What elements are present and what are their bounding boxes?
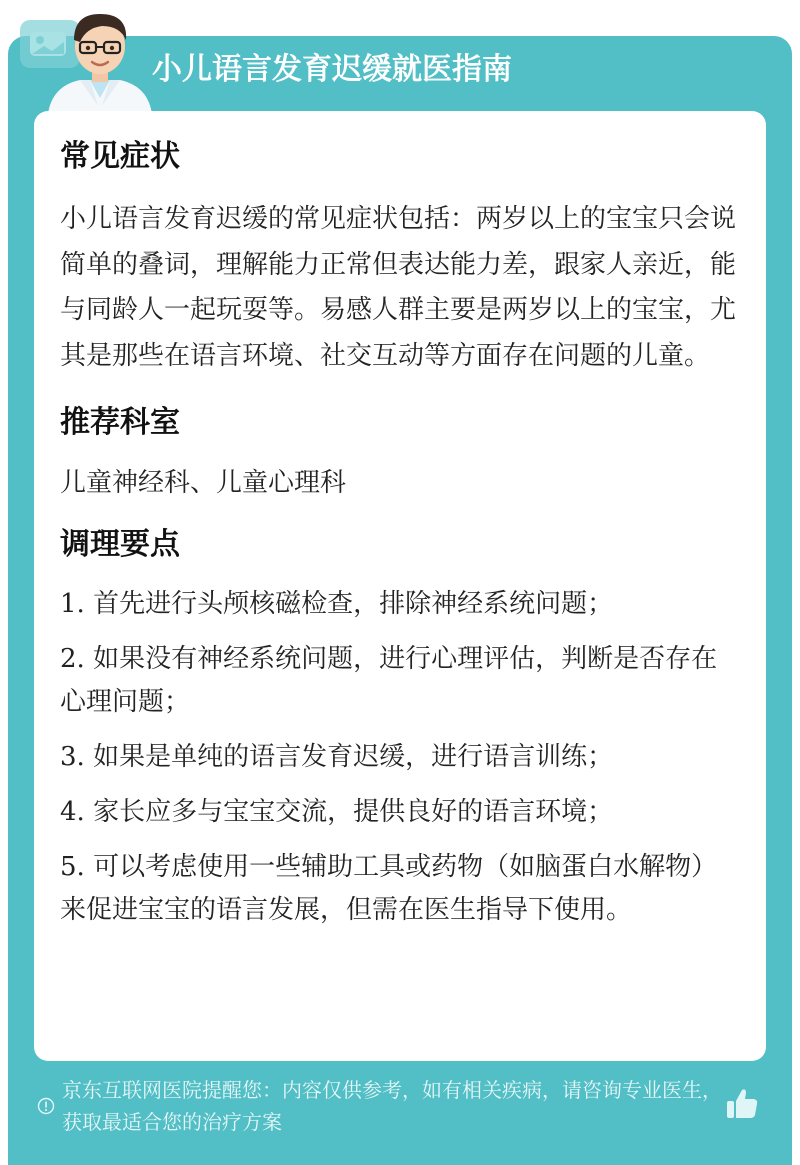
list-item bbox=[60, 846, 740, 932]
content-body bbox=[60, 133, 740, 944]
list-item bbox=[60, 583, 740, 626]
list-item-text: 家长应多与宝宝交流，提供良好的语言环境； bbox=[93, 796, 614, 827]
list-item bbox=[60, 791, 740, 834]
department-text: 儿童神经科、儿童心理科 bbox=[60, 468, 347, 498]
doctor-avatar-icon bbox=[40, 6, 160, 114]
info-icon bbox=[37, 1097, 55, 1115]
symptoms-text: 小儿语言发育迟缓的常见症状包括：两岁以上的宝宝只会说简单的叠词，理解能力正常但表达能力差，跟家人亲近，能与同龄人一起玩耍等。易感人群主要是两岁以上的宝宝，尤其是那些在语言环境、社交互动等方面存在问题的儿童。 bbox=[60, 204, 737, 371]
list-item bbox=[60, 638, 740, 724]
content-card bbox=[34, 111, 766, 1061]
thumbs-up-icon[interactable] bbox=[722, 1084, 762, 1124]
disclaimer-text: 京东互联网医院提醒您：内容仅供参考，如有相关疾病，请咨询专业医生，获取最适合您的治疗方案 bbox=[62, 1078, 722, 1134]
care-list bbox=[60, 583, 740, 932]
list-item-number: 2. bbox=[60, 643, 85, 674]
list-item-text: 首先进行头颅核磁检查，排除神经系统问题； bbox=[93, 588, 614, 619]
symptoms-title: 常见症状 bbox=[60, 139, 180, 174]
page-title: 小儿语言发育迟缓就医指南 bbox=[152, 52, 512, 87]
list-item-number: 5. bbox=[60, 851, 85, 882]
list-item bbox=[60, 736, 740, 779]
list-item-number: 1. bbox=[60, 588, 85, 619]
list-item-number: 4. bbox=[60, 796, 85, 827]
list-item-text: 可以考虑使用一些辅助工具或药物（如脑蛋白水解物）来促进宝宝的语言发展，但需在医生指导下使用。 bbox=[60, 851, 718, 925]
list-item-text: 如果没有神经系统问题，进行心理评估，判断是否存在心理问题； bbox=[60, 643, 718, 717]
care-title: 调理要点 bbox=[60, 526, 180, 562]
list-item-number: 3. bbox=[60, 741, 85, 772]
department-title: 推荐科室 bbox=[60, 405, 180, 440]
list-item-text: 如果是单纯的语言发育迟缓，进行语言训练； bbox=[93, 741, 614, 772]
